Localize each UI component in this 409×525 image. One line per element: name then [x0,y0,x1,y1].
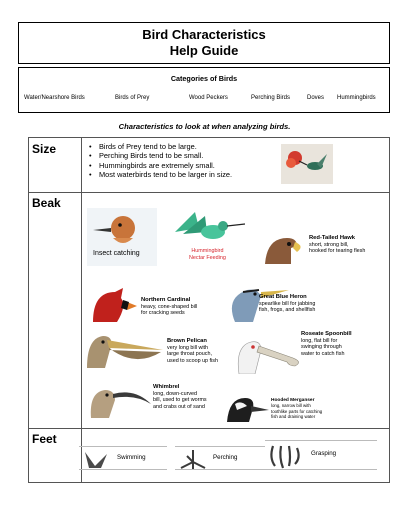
insect-catching-label: Insect catching [93,250,140,257]
heron-name: Great Blue Heron [259,294,307,300]
hummingbird-beak-image [165,206,245,254]
category-birds-of-prey: Birds of Prey [115,95,150,101]
size-label: Size [32,142,57,156]
pelican-desc-3: used to scoop up fish [167,357,218,364]
whimbrel-desc-3: and crabs out of sand [153,403,205,410]
cardinal-label [141,297,197,317]
title-line-1: Bird Characteristics [142,27,266,42]
swimming-foot-icon [81,448,111,470]
whimbrel-desc-1: long, down-curved [153,390,198,397]
heron-desc-2: fish, frogs, and shellfish [259,307,316,314]
merganser-label [271,398,322,420]
grasping-foot-icon [267,442,303,470]
hawk-desc-2: hooked for tearing flesh [309,248,366,255]
grasping-feet-label: Grasping [311,450,337,457]
category-doves: Doves [307,95,325,101]
pelican-label [167,338,218,364]
spoonbill-desc-3: water to catch fish [301,350,345,357]
brown-pelican-image [85,328,165,368]
hawk-label [309,235,365,255]
whimbrel-image [87,378,151,418]
title-box [18,22,390,64]
pelican-name: Brown Pelican [167,338,207,344]
heron-desc-1: spearlike bill for jabbing [259,300,316,307]
size-bullet: • Most waterbirds tend to be larger in size. [87,170,232,179]
merganser-desc-1: long, narrow bill with [271,403,311,409]
perching-feet-label: Perching [213,454,238,461]
pelican-desc-2: large throat pouch, [167,351,212,358]
row-divider-size [29,192,389,193]
cardinal-desc-2: for cracking seeds [141,310,185,317]
size-bullet-list [87,142,232,180]
hummingbird-name: Hummingbird [191,248,224,254]
characteristics-table [28,137,390,483]
merganser-name: Hooded Merganser [271,398,315,403]
hummingbird-desc: Nectar Feeding [189,254,226,261]
merganser-desc-2: toothlike parts for catching [271,408,323,414]
size-bullet: • Hummingbirds are extremely small. [87,161,232,170]
size-bullet: • Perching Birds tend to be small. [87,151,232,160]
hooded-merganser-image [225,394,269,422]
cardinal-desc-1: heavy, cone-shaped bill [141,303,198,310]
feet-label: Feet [32,432,57,446]
size-bullet: • Birds of Prey tend to be large. [87,142,232,151]
roseate-spoonbill-image [233,328,303,374]
column-divider [81,138,82,482]
heron-label [259,294,315,314]
spoonbill-name: Roseate Spoonbill [301,331,352,337]
hawk-name: Red-Tailed Hawk [309,235,355,241]
title-line-2: Help Guide [169,43,239,58]
whimbrel-name: Whimbrel [153,384,180,390]
hummingbird-label [189,248,226,261]
red-tailed-hawk-image [261,230,305,264]
category-wood-peckers: Wood Peckers [189,95,228,101]
hawk-desc-1: short, strong bill, [309,241,349,248]
northern-cardinal-image [87,286,137,322]
category-hummingbirds: Hummingbirds [337,95,376,101]
cardinal-name: Northern Cardinal [141,297,191,303]
swimming-feet-label: Swimming [117,454,146,461]
row-divider-beak [29,428,389,429]
whimbrel-label [153,384,207,410]
perching-foot-icon [177,448,209,470]
category-perching-birds: Perching Birds [251,95,291,101]
spoonbill-label [301,331,352,357]
beak-label: Beak [32,196,61,210]
category-water-nearshore: Water/Nearshore Birds [24,95,85,101]
hummingbird-flower-photo [281,144,333,184]
spoonbill-desc-1: long, flat bill for [301,337,338,344]
subtitle: Characteristics to look at when analyzing birds. [118,122,291,131]
pelican-desc-1: very long bill with [167,344,209,351]
spoonbill-desc-2: swinging through [301,344,342,351]
categories-heading: Categories of Birds [170,74,238,83]
whimbrel-desc-2: bill, used to get worms [153,397,207,404]
categories-box [18,67,390,113]
merganser-desc-3: fish and draining water [271,414,316,420]
